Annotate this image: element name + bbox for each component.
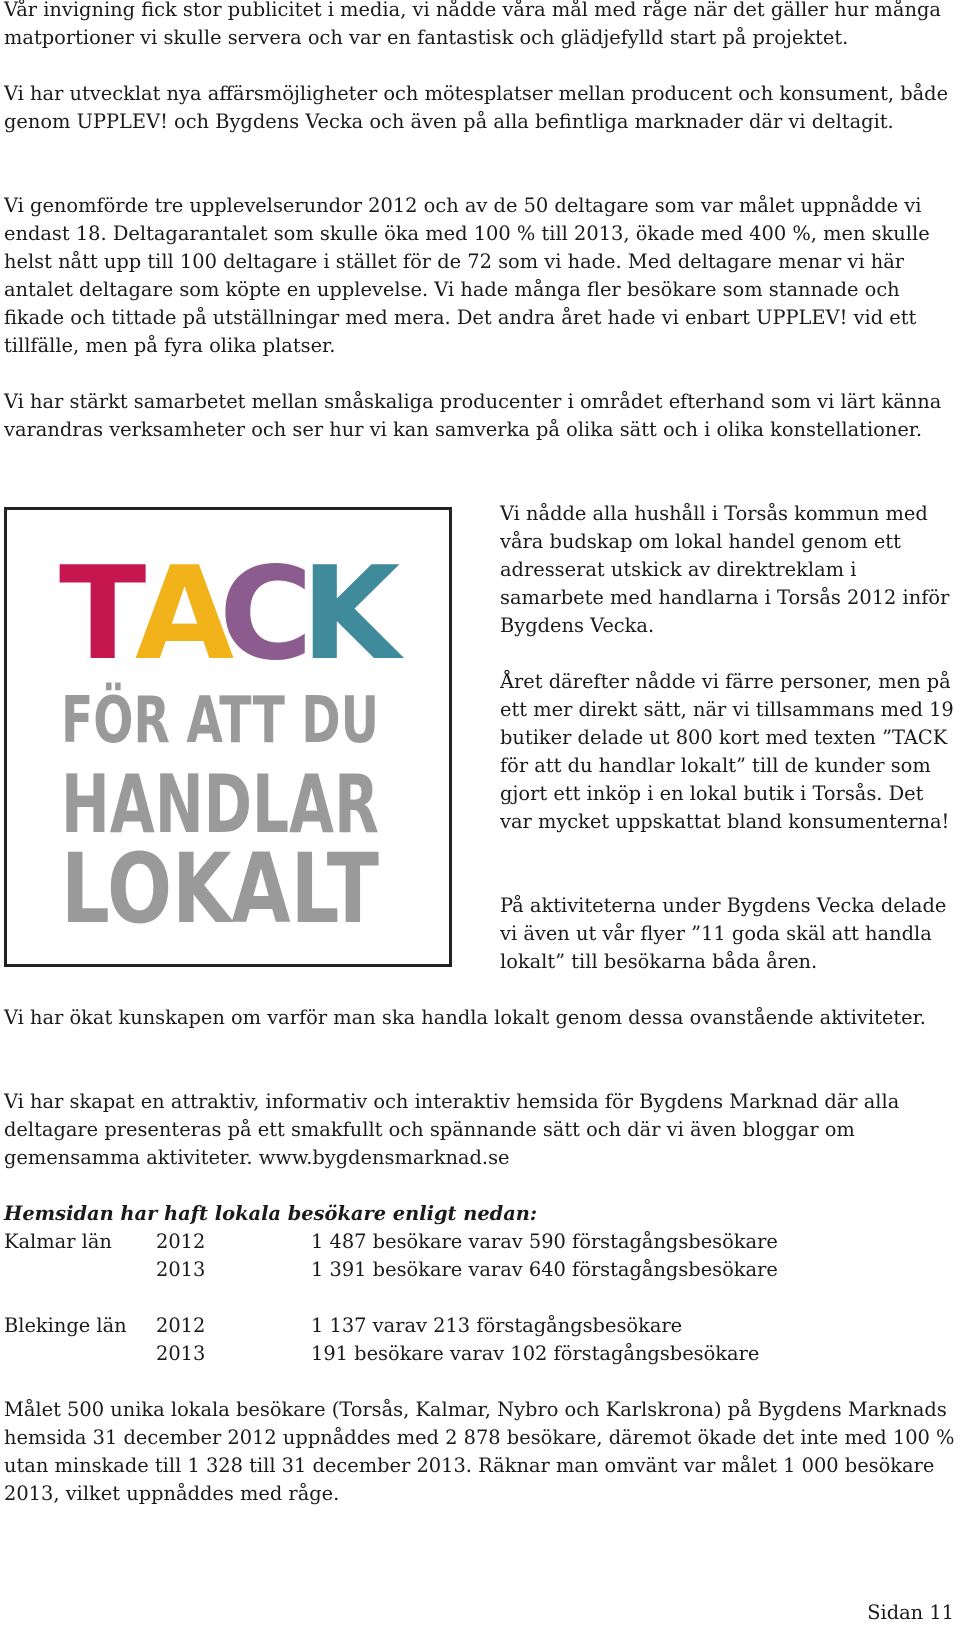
logo-letter-t: T bbox=[59, 540, 147, 689]
stats-year: 2012 bbox=[156, 1314, 206, 1337]
paragraph-knowledge: Vi har ökat kunskapen om varför man ska handla lokalt genom dessa ovanstående aktiviteter. bbox=[4, 1006, 926, 1029]
logo-letter-c: C bbox=[219, 540, 313, 689]
stats-heading: Hemsidan har haft lokala besökare enligt nedan: bbox=[4, 1202, 538, 1225]
stats-visitors: 1 391 besökare varav 640 förstagångsbesökare bbox=[311, 1258, 778, 1281]
stats-visitors: 1 487 besökare varav 590 förstagångsbesökare bbox=[311, 1230, 778, 1253]
stats-year: 2012 bbox=[156, 1230, 206, 1253]
paragraph-inauguration: Vår invigning fick stor publicitet i media, vi nådde våra mål med råge när det gäller hur många matportioner vi skulle servera och var en fantastisk och glädjefylld start på projektet. bbox=[4, 0, 941, 49]
logo-letter-a: A bbox=[135, 540, 235, 689]
paragraph-website: Vi har skapat en attraktiv, informativ och interaktiv hemsida för Bygdens Marknad där alla deltagare presenteras på ett smakfullt och spännande sätt och där vi även bloggar om gemensamma aktiviteter. www.bygdensmarknad.se bbox=[4, 1090, 900, 1169]
paragraph-collaboration: Vi har stärkt samarbetet mellan småskaliga producenter i området efterhand som vi lärt känna varandras verksamheter och ser hur vi kan samverka på olika sätt och i olika konstellationer. bbox=[4, 390, 942, 441]
paragraph-tack-cards: Året därefter nådde vi färre personer, men på ett mer direkt sätt, när vi tillsammans med 19 butiker delade ut 800 kort med texten ”TACK för att du handlar lokalt” till de kunder som gjort ett inköp i en lokal butik i Torsås. Det var mycket uppskattat bland konsumenterna! bbox=[500, 670, 954, 833]
stats-year: 2013 bbox=[156, 1342, 206, 1365]
stats-visitors: 1 137 varav 213 förstagångsbesökare bbox=[311, 1314, 683, 1337]
paragraph-visitor-goal: Målet 500 unika lokala besökare (Torsås, Kalmar, Nybro och Karlskrona) på Bygdens Marknads hemsida 31 december 2012 uppnåddes med 2 878 besökare, däremot ökade det inte med 100 % utan minskade till 1 328 till 31 december 2013. Räknar man omvänt var målet 1 000 besökare 2013, vilket uppnåddes med råge. bbox=[4, 1398, 955, 1505]
logo-line-for-att-du: FÖR ATT DU bbox=[61, 684, 492, 758]
logo-line-handlar: HANDLAR bbox=[61, 758, 379, 851]
tack-logo-graphic bbox=[7, 510, 492, 964]
paragraph-experience-rounds: Vi genomförde tre upplevelserundor 2012 och av de 50 deltagare som var målet uppnådde vi endast 18. Deltagarantalet som skulle öka med 100 % till 2013, ökade med 400 %, men skulle helst nått upp till 100 deltagare i stället för de 72 som vi hade. Med deltagare menar vi här antalet deltagare som köpte en upplevelse. Vi hade många fler besökare som stannade och fikade och tittade på utställningar med mera. Det andra året hade vi enbart UPPLEV! vid ett tillfälle, men på fyra olika platser. bbox=[4, 194, 930, 357]
stats-visitors: 191 besökare varav 102 förstagångsbesökare bbox=[311, 1342, 760, 1365]
logo-line-lokalt: LOKALT bbox=[61, 833, 379, 945]
stats-region: Kalmar län bbox=[4, 1230, 112, 1253]
logo-letter-k: K bbox=[301, 540, 401, 689]
paragraph-flyer: På aktiviteterna under Bygdens Vecka delade vi även ut vår flyer ”11 goda skäl att handla lokalt” till besökarna båda åren. bbox=[500, 894, 947, 973]
paragraph-business-opportunities: Vi har utvecklat nya affärsmöjligheter och mötesplatser mellan producent och konsument, både genom UPPLEV! och Bygdens Vecka och även på alla befintliga marknader där vi deltagit. bbox=[4, 82, 949, 133]
tack-logo-image bbox=[4, 507, 492, 967]
stats-year: 2013 bbox=[156, 1258, 206, 1281]
stats-region: Blekinge län bbox=[4, 1314, 127, 1337]
page-number: Sidan 11 bbox=[867, 1601, 954, 1624]
paragraph-household-mailing: Vi nådde alla hushåll i Torsås kommun med våra budskap om lokal handel genom ett adresserat utskick av direktreklam i samarbete med handlarna i Torsås 2012 inför Bygdens Vecka. bbox=[500, 502, 950, 637]
